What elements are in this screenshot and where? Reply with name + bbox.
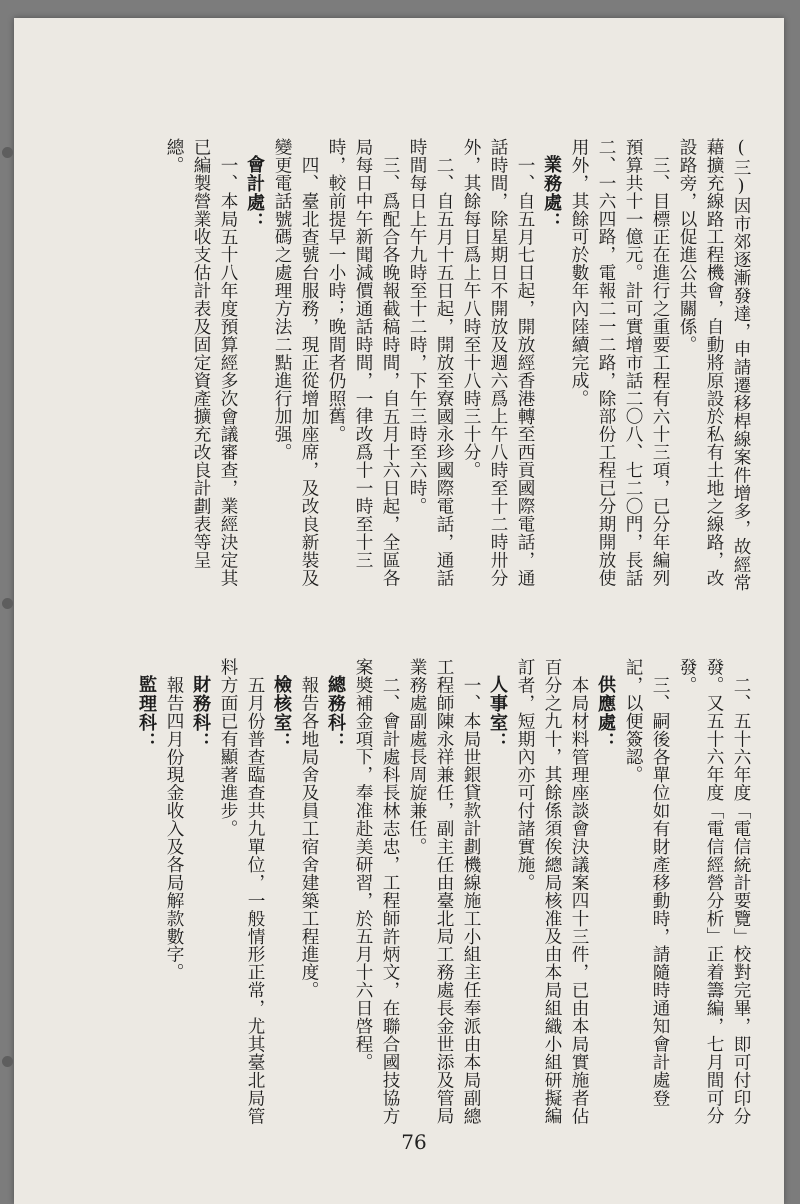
bottom-text-column: [133, 658, 754, 1136]
section-heading: 檢核室：: [271, 675, 292, 751]
paragraph: 三、爲配合各晚報截稿時間，自五月十六日起，全區各局每日中午新聞減價通話時間，一律改爲十一時至十三時，較前提早一小時；晚間者仍照舊。: [326, 138, 400, 587]
section-heading: 人事室：: [487, 675, 508, 751]
paragraph: 二、五十六年度「電信統計要覽」校對完畢，即可付印分發。又五十六年度「電信經營分析」正着籌編，七月間可分發。: [677, 658, 751, 1125]
paragraph: 報告四月份現金收入及各局解款數字。: [164, 675, 184, 981]
paragraph: 二、自五月十五日起，開放至寮國永珍國際電話，通話時間每日上午九時至十二時，下午三時至六時。: [407, 138, 454, 587]
section-heading: 監理科：: [136, 675, 157, 751]
section-heading: 供應處：: [595, 675, 616, 751]
paragraph: 三、目標正在進行之重要工程有六十三項，已分年編列預算共十一億元。計可實增市話二〇八、七二〇門，長話二、一六四路，電報二一二路，除部份工程已分期開放使用外，其餘可於數年內陸續完成。: [569, 138, 670, 587]
section-heading: 總務科：: [325, 675, 346, 751]
paragraph: 一、自五月七日起，開放經香港轉至西貢國際電話，通話時間，除星期日不開放及週六爲上午八時至十二時卅分外，其餘每日爲上午八時至十八時三十分。: [461, 138, 535, 587]
paragraph: 二、會計處科長林志忠，工程師許炳文，在聯合國技協方案奬補金項下，奉准赴美研習，於五月十六日啓程。: [353, 658, 400, 1125]
paragraph: 四、臺北查號台服務，現正從增加座席，及改良新裝及變更電話號碼之處理方法二點進行加强。: [272, 138, 319, 587]
binding-hole: [2, 1056, 13, 1067]
section-heading: 會計處：: [244, 155, 265, 231]
paragraph: (三)因市郊逐漸發達，申請遷移桿線案件增多，故經常藉擴充線路工程機會，自動將原設於私有土地之線路，改設路旁，以促進公共關係。: [677, 138, 751, 592]
page-number: 76: [401, 1130, 427, 1154]
paragraph: 一、本局五十八年度預算經多次會議審查，業經決定其已編製營業收支估計表及固定資產擴充改良計劃表等呈總。: [164, 138, 238, 587]
paragraph: 一、本局世銀貸款計劃機線施工小組主任奉派由本局副總工程師陳永祥兼任，副主任由臺北局工務處長金世添及管局業務處副處長周旋兼任。: [407, 658, 481, 1125]
paragraph: 三、嗣後各單位如有財產移動時，請隨時通知會計處登記，以便簽認。: [623, 658, 670, 1107]
binding-hole: [2, 598, 13, 609]
document-page: [14, 18, 784, 1204]
section-heading: 業務處：: [541, 155, 562, 231]
binding-hole: [2, 147, 13, 158]
paragraph: 本局材料管理座談會決議案四十三件，已由本局實施者佔百分之九十，其餘係須俟總局核准及由本局組織小組研擬編訂者，短期內亦可付諸實施。: [515, 658, 589, 1125]
section-heading: 財務科：: [190, 675, 211, 751]
top-text-column: [160, 138, 754, 600]
paragraph: 報告各地局舍及員工宿舍建築工程進度。: [299, 675, 319, 999]
paragraph: 五月份普查臨查共九單位，一般情形正常，尤其臺北局管料方面已有顯著進步。: [218, 658, 265, 1125]
